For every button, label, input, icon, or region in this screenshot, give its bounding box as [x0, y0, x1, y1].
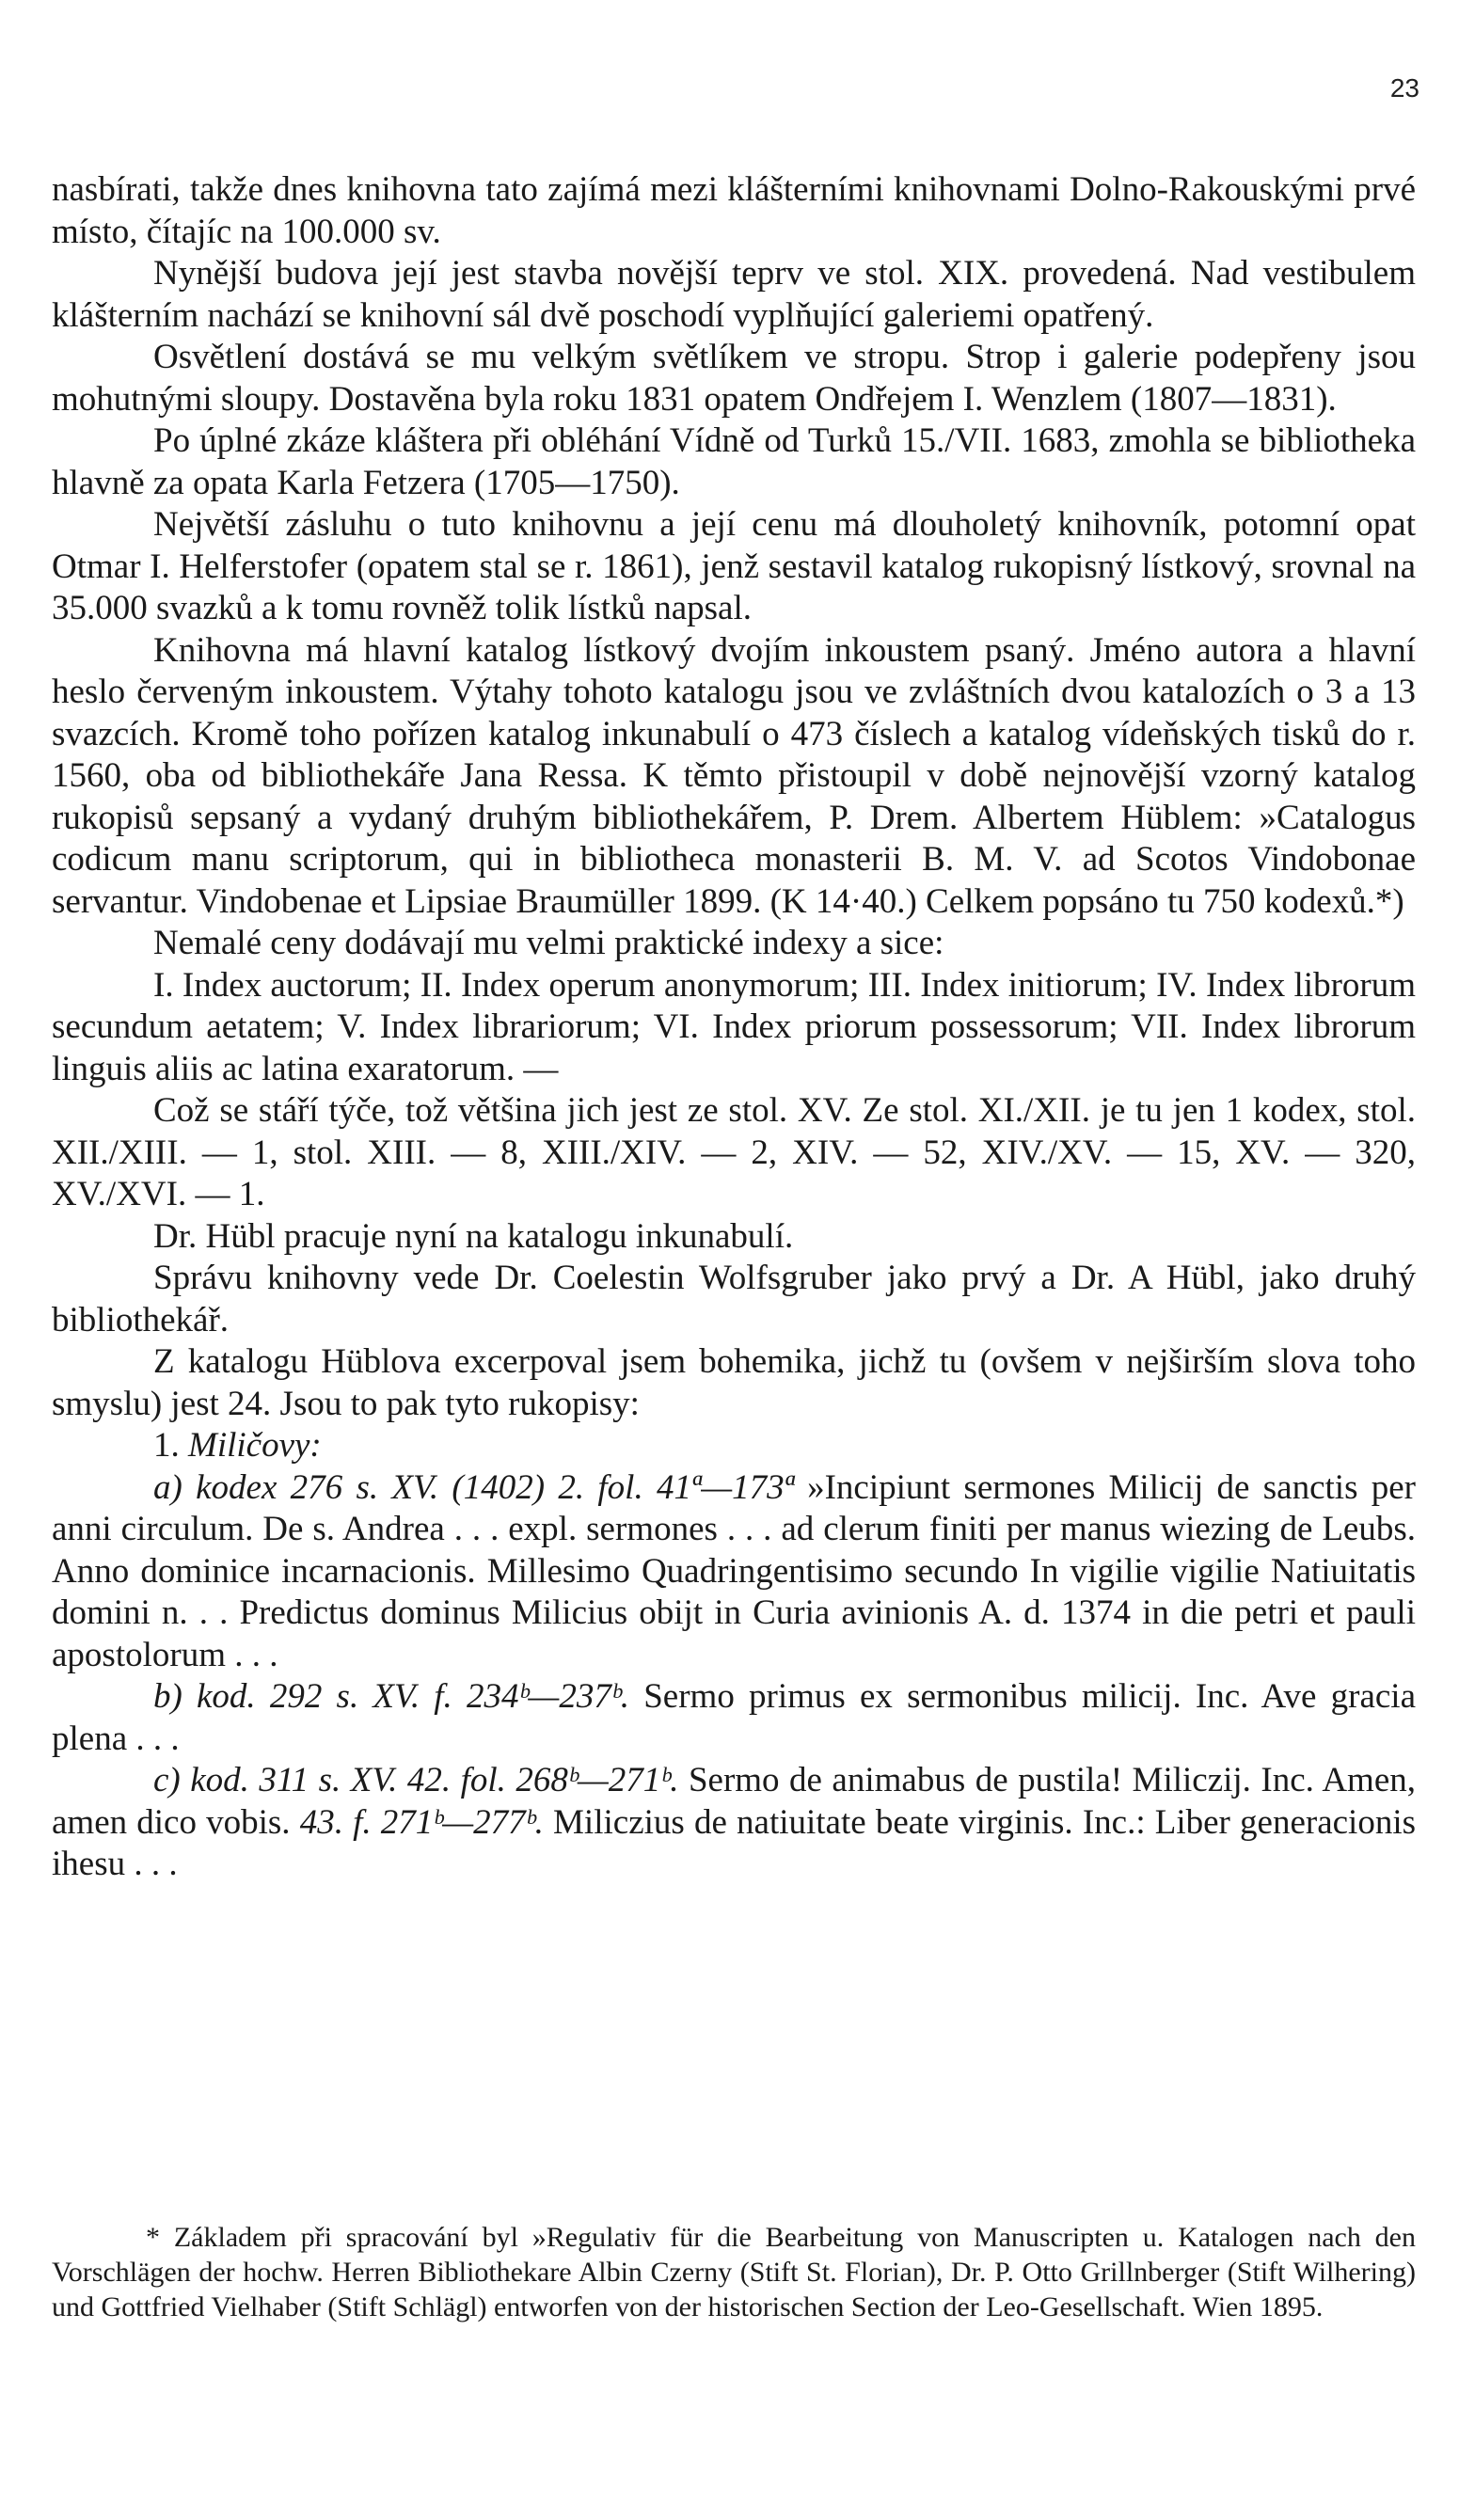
manuscript-entry: [52, 1676, 1416, 1760]
manuscript-group-title: Miličovy:: [188, 1426, 322, 1465]
paragraph: Dr. Hübl pracuje nyní na katalogu inkunabulí.: [153, 1216, 794, 1256]
manuscript-entry: [52, 1760, 1416, 1886]
paragraph: Knihovna má hlavní katalog lístkový dvojím inkoustem psaný. Jméno autora a hlavní heslo červeným inkoustem. Výtahy tohoto katalogu jsou ve zvláštních dvou katalozích o 3 a 13 svazcích. Kromě toho pořízen katalog inkunabulí o 473 číslech a katalog vídeňských tisků do r. 1560, oba od bibliothekáře Jana Ressa. K těmto přistoupil v době nejnovější vzorný katalog rukopisů sepsaný a vydaný druhým bibliothekářem, P. Drem. Albertem Hüblem: »Catalogus codicum manu scriptorum, qui in bibliotheca monasterii B. M. V. ad Scotos Vindobonae servantur. Vindobenae et Lipsiae Braumüller 1899. (K 14·40.) Celkem popsáno tu 750 kodexů.*): [52, 630, 1416, 921]
manuscript-text: Miliczius de natiuitate beate virginis. Inc.: Liber generacionis ihesu . . .: [52, 1802, 1417, 1883]
paragraph: nasbírati, takže dnes knihovna tato zajímá mezi klášterními knihovnami Dolno-Rakouskými prvé místo, čítajíc na 100.000 sv.: [52, 170, 1416, 251]
manuscript-text: Sermo de animabus de pustila! Miliczij. Inc. Amen, amen dico vobis.: [52, 1761, 1417, 1842]
manuscript-text: »Incipiunt sermones Milicij de sanctis per anni circulum. De s. Andrea . . . expl. sermones . . . ad clerum finiti per manus wiezing de Leubs. Anno dominice incarnacionis. Millesimo Quadringentisimo secundo In vigilie vigilie Natiuitatis domini n. . . Predictus dominus Milicius obijt in Curia avinionis A. d. 1374 in die petri et pauli apostolorum . . .: [52, 1467, 1417, 1674]
paragraph: Správu knihovny vede Dr. Coelestin Wolfsgruber jako prvý a Dr. A Hübl, jako druhý bibliothekář.: [52, 1259, 1416, 1339]
page-number: 23: [1389, 73, 1419, 103]
manuscript-reference: 43. f. 271ᵇ—277ᵇ.: [299, 1802, 544, 1842]
paragraph: Což se stáří týče, tož většina jich jest ze stol. XV. Ze stol. XI./XII. je tu jen 1 kodex, stol. XII./XIII. — 1, stol. XIII. — 8, XIII./XIV. — 2, XIV. — 52, XIV./XV. — 15, XV. — 320, XV./XVI. — 1.: [52, 1091, 1416, 1213]
paragraph: Po úplné zkáze kláštera při obléhání Vídně od Turků 15./VII. 1683, zmohla se bibliotheka hlavně za opata Karla Fetzera (1705—1750).: [52, 421, 1416, 502]
paragraph: Nemalé ceny dodávají mu velmi praktické indexy a sice:: [153, 924, 944, 962]
manuscript-entry: [52, 1467, 1416, 1677]
main-text: [52, 169, 1416, 1886]
manuscript-group-heading: [52, 1425, 1416, 1467]
manuscript-reference: c) kod. 311 s. XV. 42. fol. 268ᵇ—271ᵇ.: [153, 1761, 679, 1799]
manuscript-text: Sermo primus ex sermonibus milicij. Inc. Ave gracia plena . . .: [52, 1677, 1416, 1758]
paragraph: Největší zásluhu o tuto knihovnu a její cenu má dlouholetý knihovník, potomní opat Otmar I. Helferstofer (opatem stal se r. 1861), jenž sestavil katalog rukopisný lístkový, srovnal na 35.000 svazků a k tomu rovněž tolik lístků napsal.: [52, 505, 1416, 627]
manuscript-group-number: 1.: [153, 1426, 180, 1465]
manuscript-reference: b) kod. 292 s. XV. f. 234ᵇ—237ᵇ.: [153, 1677, 630, 1716]
paragraph: Nynější budova její jest stavba novější teprv ve stol. XIX. provedená. Nad vestibulem klášterním nachází se knihovní sál dvě poschodí vyplňující galeriemi opatřený.: [52, 254, 1416, 335]
footnote: * Základem při spracování byl »Regulativ für die Bearbeitung von Manuscripten u. Katalogen nach den Vorschlägen der hochw. Herren Bibliothekare Albin Czerny (Stift St. Florian), Dr. P. Otto Grillnberger (Stift Wilhering) und Gottfried Vielhaber (Stift Schlägl) entworfen von der historischen Section der Leo-Gesellschaft. Wien 1895.: [52, 2222, 1416, 2322]
manuscript-reference: a) kodex 276 s. XV. (1402) 2. fol. 41ª—173ª: [153, 1467, 794, 1507]
paragraph: Osvětlení dostává se mu velkým světlíkem ve stropu. Strop i galerie podepřeny jsou mohutnými sloupy. Dostavěna byla roku 1831 opatem Ondřejem I. Wenzlem (1807—1831).: [52, 338, 1416, 419]
paragraph: Z katalogu Hüblova excerpoval jsem bohemika, jichž tu (ovšem v nejširším slova toho smyslu) jest 24. Jsou to pak tyto rukopisy:: [52, 1342, 1416, 1423]
index-list-paragraph: I. Index auctorum; II. Index operum anonymorum; III. Index initiorum; IV. Index librorum secundum aetatem; V. Index librariorum; VI. Index priorum possessorum; VII. Index librorum linguis aliis ac latina exaratorum. —: [52, 965, 1416, 1088]
